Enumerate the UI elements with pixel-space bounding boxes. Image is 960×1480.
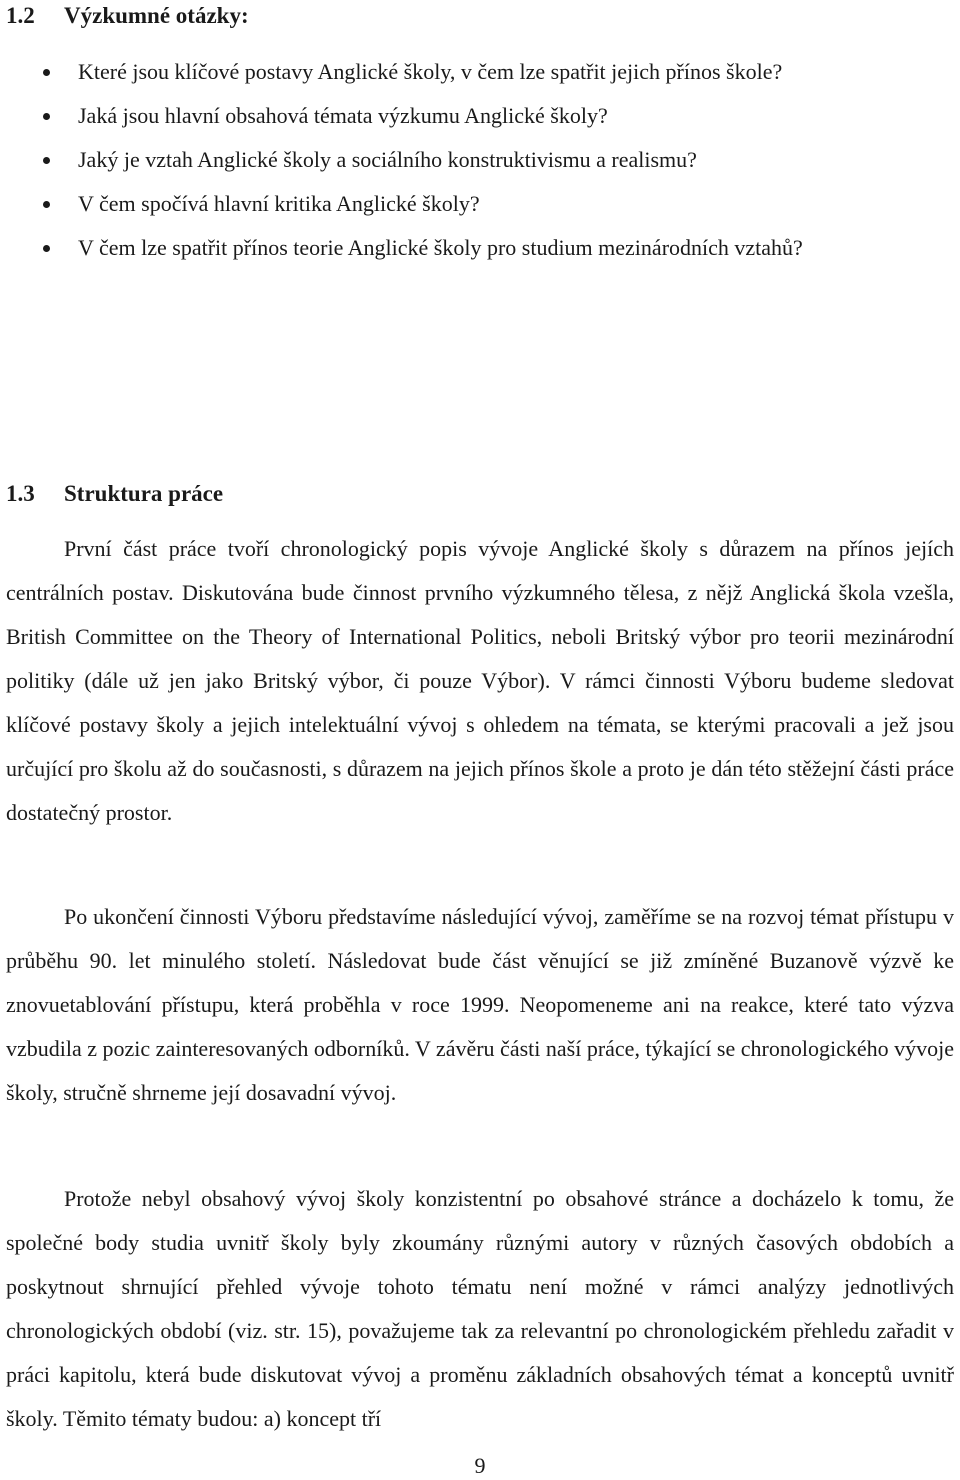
page-number: 9 <box>474 1453 486 1478</box>
section-title: Výzkumné otázky: <box>64 3 249 28</box>
list-item <box>0 182 803 226</box>
paragraph: Protože nebyl obsahový vývoj školy konzistentní po obsahové stránce a docházelo k tomu, že společné body studia uvnitř školy byly zkoumány různými autory v různých časových obdobích a poskytnout shrnující přehled vývoje tohoto tématu není možné v rámci analýzy jednotlivých chronologických období (viz. str. 15), považujeme tak za relevantní po chronologickém přehledu zařadit v práci kapitolu, která bude diskutovat vývoj a proměnu základních obsahových témat a konceptů uvnitř školy. Těmito tématy budou: a) koncept tří <box>6 1186 954 1431</box>
list-item <box>0 138 803 182</box>
list-item-text: Jaká jsou hlavní obsahová témata výzkumu Anglické školy? <box>78 103 608 128</box>
section-heading-1-2 <box>6 2 249 30</box>
list-item <box>0 226 803 270</box>
list-item <box>0 50 803 94</box>
bullet-icon <box>43 201 50 208</box>
list-item-text: V čem lze spatřit přínos teorie Anglické školy pro studium mezinárodních vztahů? <box>78 235 803 260</box>
bullet-icon <box>43 245 50 252</box>
list-item-text: Jaký je vztah Anglické školy a sociálního konstruktivismu a realismu? <box>78 147 697 172</box>
section-heading-1-3 <box>6 480 223 508</box>
research-questions-list <box>0 50 803 270</box>
list-item-text: V čem spočívá hlavní kritika Anglické školy? <box>78 191 480 216</box>
bullet-icon <box>43 69 50 76</box>
list-item <box>0 94 803 138</box>
section-number: 1.3 <box>6 481 35 506</box>
bullet-icon <box>43 157 50 164</box>
paragraph: Po ukončení činnosti Výboru představíme následující vývoj, zaměříme se na rozvoj témat přístupu v průběhu 90. let minulého století. Následovat bude část věnující se již zmíněné Buzanově výzvě ke znovuetablování přístupu, která proběhla v roce 1999. Neopomeneme ani na reakce, které tato výzva vzbudila z pozic zainteresovaných odborníků. V závěru části naší práce, týkající se chronologického vývoje školy, stručně shrneme její dosavadní vývoj. <box>6 904 954 1105</box>
list-item-text: Které jsou klíčové postavy Anglické školy, v čem lze spatřit jejich přínos škole? <box>78 59 783 84</box>
section-title: Struktura práce <box>64 481 224 506</box>
section-number: 1.2 <box>6 3 35 28</box>
bullet-icon <box>43 113 50 120</box>
paragraph: První část práce tvoří chronologický popis vývoje Anglické školy s důrazem na přínos jejích centrálních postav. Diskutována bude činnost prvního výzkumného tělesa, z nějž Anglická škola vzešla, British Committee on the Theory of International Politics, neboli Britský výbor pro teorii mezinárodní politiky (dále už jen jako Britský výbor, či pouze Výbor). V rámci činnosti Výboru budeme sledovat klíčové postavy školy a jejich intelektuální vývoj s ohledem na témata, se kterými pracovali a jež jsou určující pro školu až do současnosti, s důrazem na jejich přínos škole a proto je dán této stěžejní části práce dostatečný prostor. <box>6 536 954 825</box>
